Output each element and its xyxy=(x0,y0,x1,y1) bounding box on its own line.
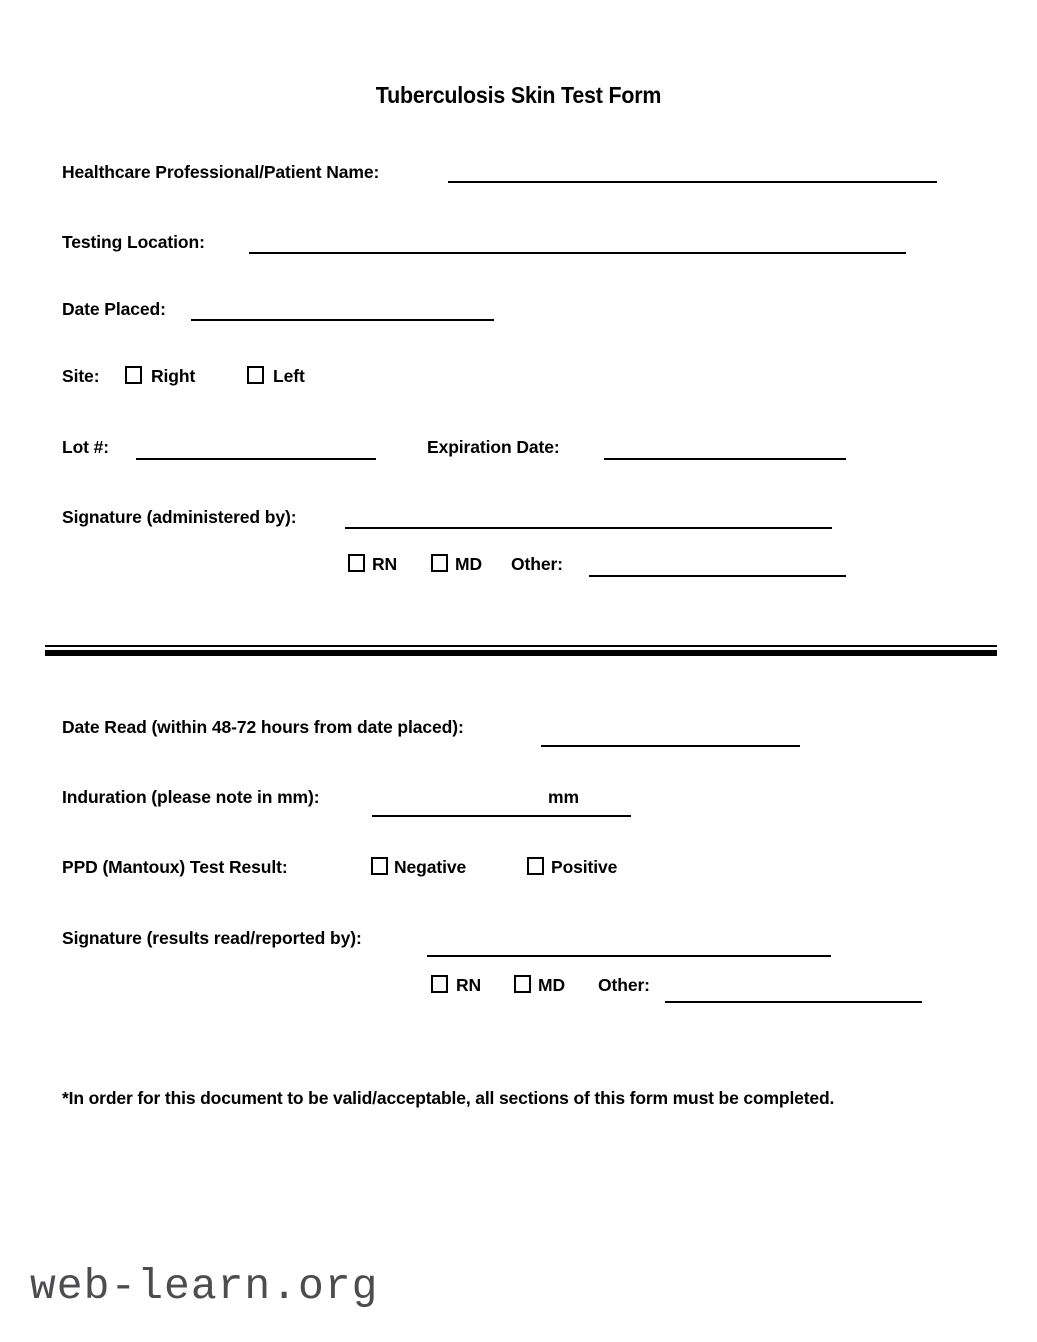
results-rn-label: RN xyxy=(456,975,482,995)
induration-label: Induration (please note in mm): xyxy=(62,787,320,807)
patient-name-field[interactable] xyxy=(448,181,937,183)
divider-thick-bar xyxy=(45,650,997,656)
site-right-label: Right xyxy=(151,366,196,386)
date-read-field[interactable] xyxy=(541,745,800,747)
validity-note: *In order for this document to be valid/acceptable, all sections of this form must be completed. xyxy=(62,1088,835,1108)
signature-administered-field[interactable] xyxy=(345,527,832,529)
ppd-positive-label: Positive xyxy=(551,857,618,877)
date-placed-field[interactable] xyxy=(191,319,494,321)
results-md-label: MD xyxy=(538,975,566,995)
ppd-positive-checkbox[interactable] xyxy=(527,857,544,875)
signature-results-label: Signature (results read/reported by): xyxy=(62,928,362,948)
site-right-checkbox[interactable] xyxy=(125,366,142,384)
administered-other-label: Other: xyxy=(511,554,563,574)
induration-unit-label: mm xyxy=(548,787,579,807)
lot-number-label: Lot #: xyxy=(62,437,110,457)
administered-md-label: MD xyxy=(455,554,483,574)
site-left-checkbox[interactable] xyxy=(247,366,264,384)
administered-other-field[interactable] xyxy=(589,575,846,577)
testing-location-label: Testing Location: xyxy=(62,232,205,252)
divider-thin-line xyxy=(45,645,997,647)
patient-name-label: Healthcare Professional/Patient Name: xyxy=(62,162,380,182)
administered-rn-label: RN xyxy=(372,554,398,574)
site-label: Site: xyxy=(62,366,100,386)
lot-number-field[interactable] xyxy=(136,458,376,460)
results-other-label: Other: xyxy=(598,975,650,995)
results-other-field[interactable] xyxy=(665,1001,922,1003)
expiration-date-field[interactable] xyxy=(604,458,846,460)
ppd-negative-checkbox[interactable] xyxy=(371,857,388,875)
ppd-result-label: PPD (Mantoux) Test Result: xyxy=(62,857,288,877)
results-rn-checkbox[interactable] xyxy=(431,975,448,993)
section-divider xyxy=(45,645,997,657)
administered-rn-checkbox[interactable] xyxy=(348,554,365,572)
site-left-label: Left xyxy=(273,366,305,386)
testing-location-field[interactable] xyxy=(249,252,906,254)
administered-md-checkbox[interactable] xyxy=(431,554,448,572)
ppd-negative-label: Negative xyxy=(394,857,467,877)
results-md-checkbox[interactable] xyxy=(514,975,531,993)
page-title: Tuberculosis Skin Test Form xyxy=(375,82,662,108)
site-watermark: web-learn.org xyxy=(30,1262,379,1311)
signature-results-field[interactable] xyxy=(427,955,831,957)
signature-administered-label: Signature (administered by): xyxy=(62,507,297,527)
date-read-label: Date Read (within 48-72 hours from date placed): xyxy=(62,717,464,737)
induration-field[interactable] xyxy=(372,815,631,817)
date-placed-label: Date Placed: xyxy=(62,299,166,319)
expiration-date-label: Expiration Date: xyxy=(427,437,560,457)
